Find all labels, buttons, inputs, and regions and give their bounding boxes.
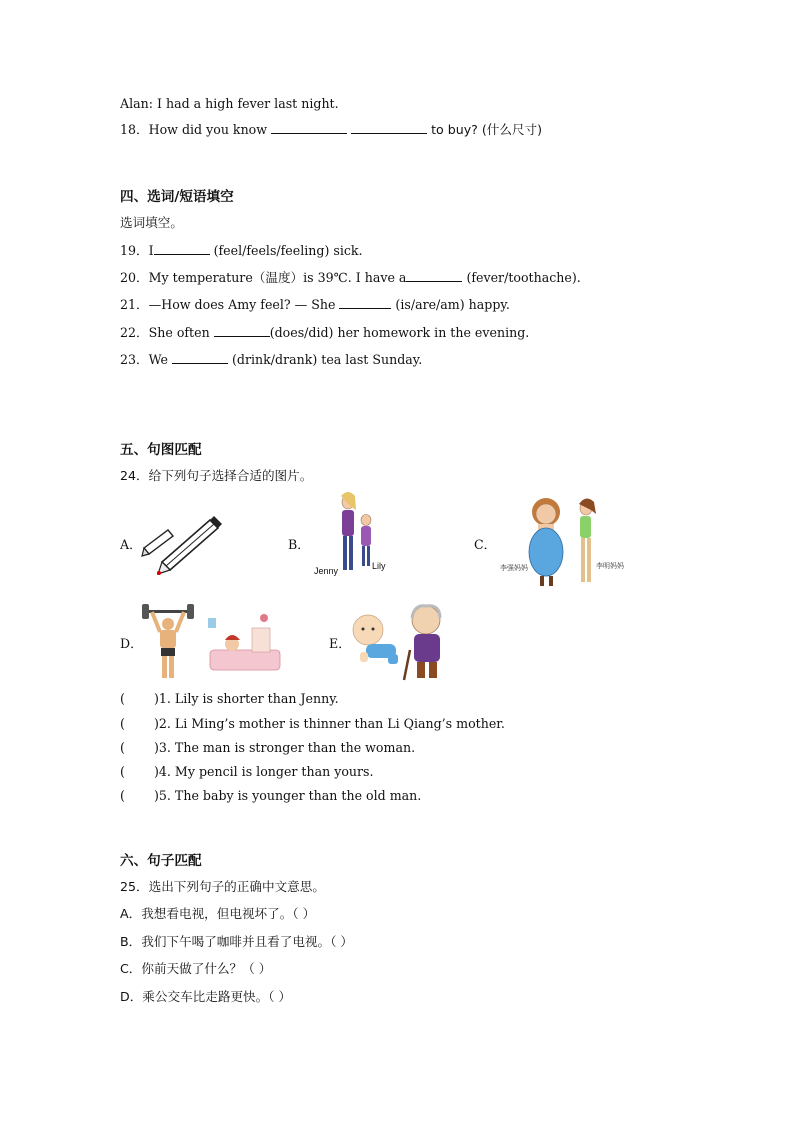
pencils-image <box>140 512 224 578</box>
q22-prefix: 22．She often <box>120 325 214 340</box>
match-item-5-text: )5. The baby is younger than the old man. <box>154 788 422 803</box>
option-a-label: A． <box>120 537 142 552</box>
q21-blank[interactable] <box>339 296 391 309</box>
li-qiang-mother-label: 李强妈妈 <box>500 564 528 572</box>
q21-suffix: (is/are/am) happy. <box>391 297 510 312</box>
answer-paren-2[interactable]: ( <box>120 716 125 731</box>
match-item-4-text: )4. My pencil is longer than yours. <box>154 764 374 779</box>
old-man-icon <box>404 606 440 680</box>
match-item-1 <box>120 691 339 707</box>
q23-blank[interactable] <box>172 351 228 364</box>
answer-paren-1[interactable]: ( <box>120 691 125 706</box>
option-c-label: C． <box>474 537 497 552</box>
section-5-title: 五、句图匹配 <box>120 442 202 458</box>
match-item-2 <box>120 716 505 732</box>
sentence-option-a[interactable]: A．我想看电视，但电视坏了。（ ） <box>120 906 316 921</box>
q18-blank-2[interactable] <box>351 121 427 134</box>
baby-and-old-man-image <box>344 600 464 684</box>
q20-blank[interactable] <box>406 269 462 282</box>
thin-mother-icon <box>579 498 596 582</box>
option-b-label: B． <box>288 537 310 552</box>
section-4-title: 四、选词/短语填空 <box>120 189 234 205</box>
q21-prefix: 21．—How does Amy feel? — She <box>120 297 340 312</box>
option-d-label: D． <box>120 636 143 651</box>
long-pencil-icon <box>157 516 222 575</box>
two-mothers-image <box>496 492 636 590</box>
q20-prefix: 20．My temperature（温度）is 39℃. I have a <box>120 270 407 285</box>
jenny-label: Jenny <box>314 566 339 576</box>
question-25-instruction: 25．选出下列句子的正确中文意思。 <box>120 879 325 894</box>
q20-suffix: (fever/toothache). <box>462 270 581 285</box>
question-23 <box>120 351 422 368</box>
answer-paren-5[interactable]: ( <box>120 788 125 803</box>
baby-icon <box>353 615 398 664</box>
q18-prefix: 18．How did you know <box>120 122 272 137</box>
strong-man-weak-woman-image <box>140 600 290 682</box>
lily-figure-icon <box>361 515 371 567</box>
weightlifter-icon <box>142 604 194 678</box>
match-item-3 <box>120 740 415 756</box>
lily-label: Lily <box>372 561 386 571</box>
fat-mother-icon <box>529 498 563 586</box>
answer-paren-4[interactable]: ( <box>120 764 125 779</box>
question-18 <box>120 121 542 138</box>
q22-blank[interactable] <box>214 324 270 337</box>
sentence-option-c[interactable]: C．你前天做了什么？（ ） <box>120 961 272 976</box>
q19-blank[interactable] <box>154 242 210 255</box>
option-e-label: E． <box>329 636 351 651</box>
match-item-2-text: )2. Li Ming’s mother is thinner than Li Qiang’s mother. <box>154 716 505 731</box>
answer-paren-3[interactable]: ( <box>120 740 125 755</box>
q19-suffix: (feel/feels/feeling) sick. <box>209 243 363 258</box>
jenny-lily-image <box>310 490 400 582</box>
match-item-4 <box>120 764 374 780</box>
question-19 <box>120 242 363 259</box>
question-21 <box>120 296 510 313</box>
match-item-5 <box>120 788 421 804</box>
match-item-3-text: )3. The man is stronger than the woman. <box>154 740 416 755</box>
li-ming-mother-label: 李明妈妈 <box>596 562 624 570</box>
sick-woman-in-bed-icon <box>204 610 284 676</box>
pencil-icon <box>142 530 173 556</box>
jenny-figure-icon <box>341 492 356 570</box>
q23-prefix: 23．We <box>120 352 172 367</box>
sentence-option-d[interactable]: D．乘公交车比走路更快。（ ） <box>120 989 292 1004</box>
q23-suffix: (drink/drank) tea last Sunday. <box>228 352 423 367</box>
question-22 <box>120 324 529 341</box>
question-20 <box>120 269 581 286</box>
match-item-1-text: )1. Lily is shorter than Jenny. <box>154 691 339 706</box>
q19-prefix: 19．I <box>120 243 154 258</box>
q18-suffix: to buy? (什么尺寸) <box>427 122 543 137</box>
question-24-instruction: 24．给下列句子选择合适的图片。 <box>120 468 313 483</box>
q18-blank-1[interactable] <box>271 121 347 134</box>
section-6-title: 六、句子匹配 <box>120 853 202 869</box>
dialogue-line-alan: Alan: I had a high fever last night. <box>120 96 339 111</box>
sentence-option-b[interactable]: B．我们下午喝了咖啡并且看了电视。（ ） <box>120 934 354 949</box>
section-4-instruction: 选词填空。 <box>120 215 183 230</box>
q22-suffix: (does/did) her homework in the evening. <box>269 325 530 340</box>
